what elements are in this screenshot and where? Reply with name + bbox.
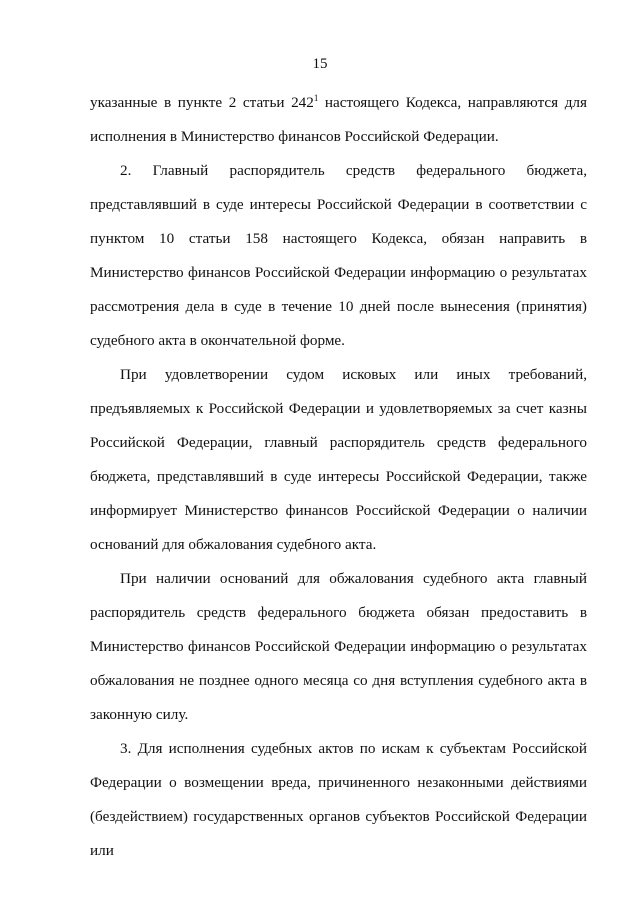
paragraph-text: 2. Главный распорядитель средств федерального бюджета, представлявший в суде интересы Российской Федерации в соответствии с пунктом 10 статьи 158 настоящего Кодекса, обязан направить в Министерство финансов Российской Федерации информацию о результатах рассмотрения дела в суде в течение 10 дней после вынесения (принятия) судебного акта в окончательной форме. <box>90 162 587 349</box>
paragraph-execution-ministry <box>90 86 587 154</box>
paragraph-text: 3. Для исполнения судебных актов по искам к субъектам Российской Федерации о возмещении вреда, причиненного незаконными действиями (бездействием) государственных органов субъектов Российской Федерации или <box>90 740 587 859</box>
superscript-index: 1 <box>313 93 319 103</box>
paragraph-grounds-for-appeal <box>90 562 587 732</box>
paragraph-text: указанные в пункте 2 статьи 242 <box>90 94 314 111</box>
paragraph-text: настоящего Кодекса, направляются для исполнения в Министерство финансов Российской Федерации. <box>90 94 587 145</box>
document-body <box>90 86 587 868</box>
paragraph-text: При наличии оснований для обжалования судебного акта главный распорядитель средств федерального бюджета обязан предоставить в Министерство финансов Российской Федерации информацию о результатах обжалования не позднее одного месяца со дня вступления судебного акта в законную силу. <box>90 570 587 723</box>
paragraph-text: При удовлетворении судом исковых или иных требований, предъявляемых к Российской Федерации и удовлетворяемых за счет казны Российской Федерации, главный распорядитель средств федерального бюджета, представлявший в суде интересы Российской Федерации, также информирует Министерство финансов Российской Федерации о наличии оснований для обжалования судебного акта. <box>90 366 587 553</box>
paragraph-item-2-chief-administrator <box>90 154 587 358</box>
paragraph-satisfaction-of-claims <box>90 358 587 562</box>
page-number: 15 <box>312 56 328 72</box>
paragraph-item-3-subject-claims <box>90 732 587 868</box>
